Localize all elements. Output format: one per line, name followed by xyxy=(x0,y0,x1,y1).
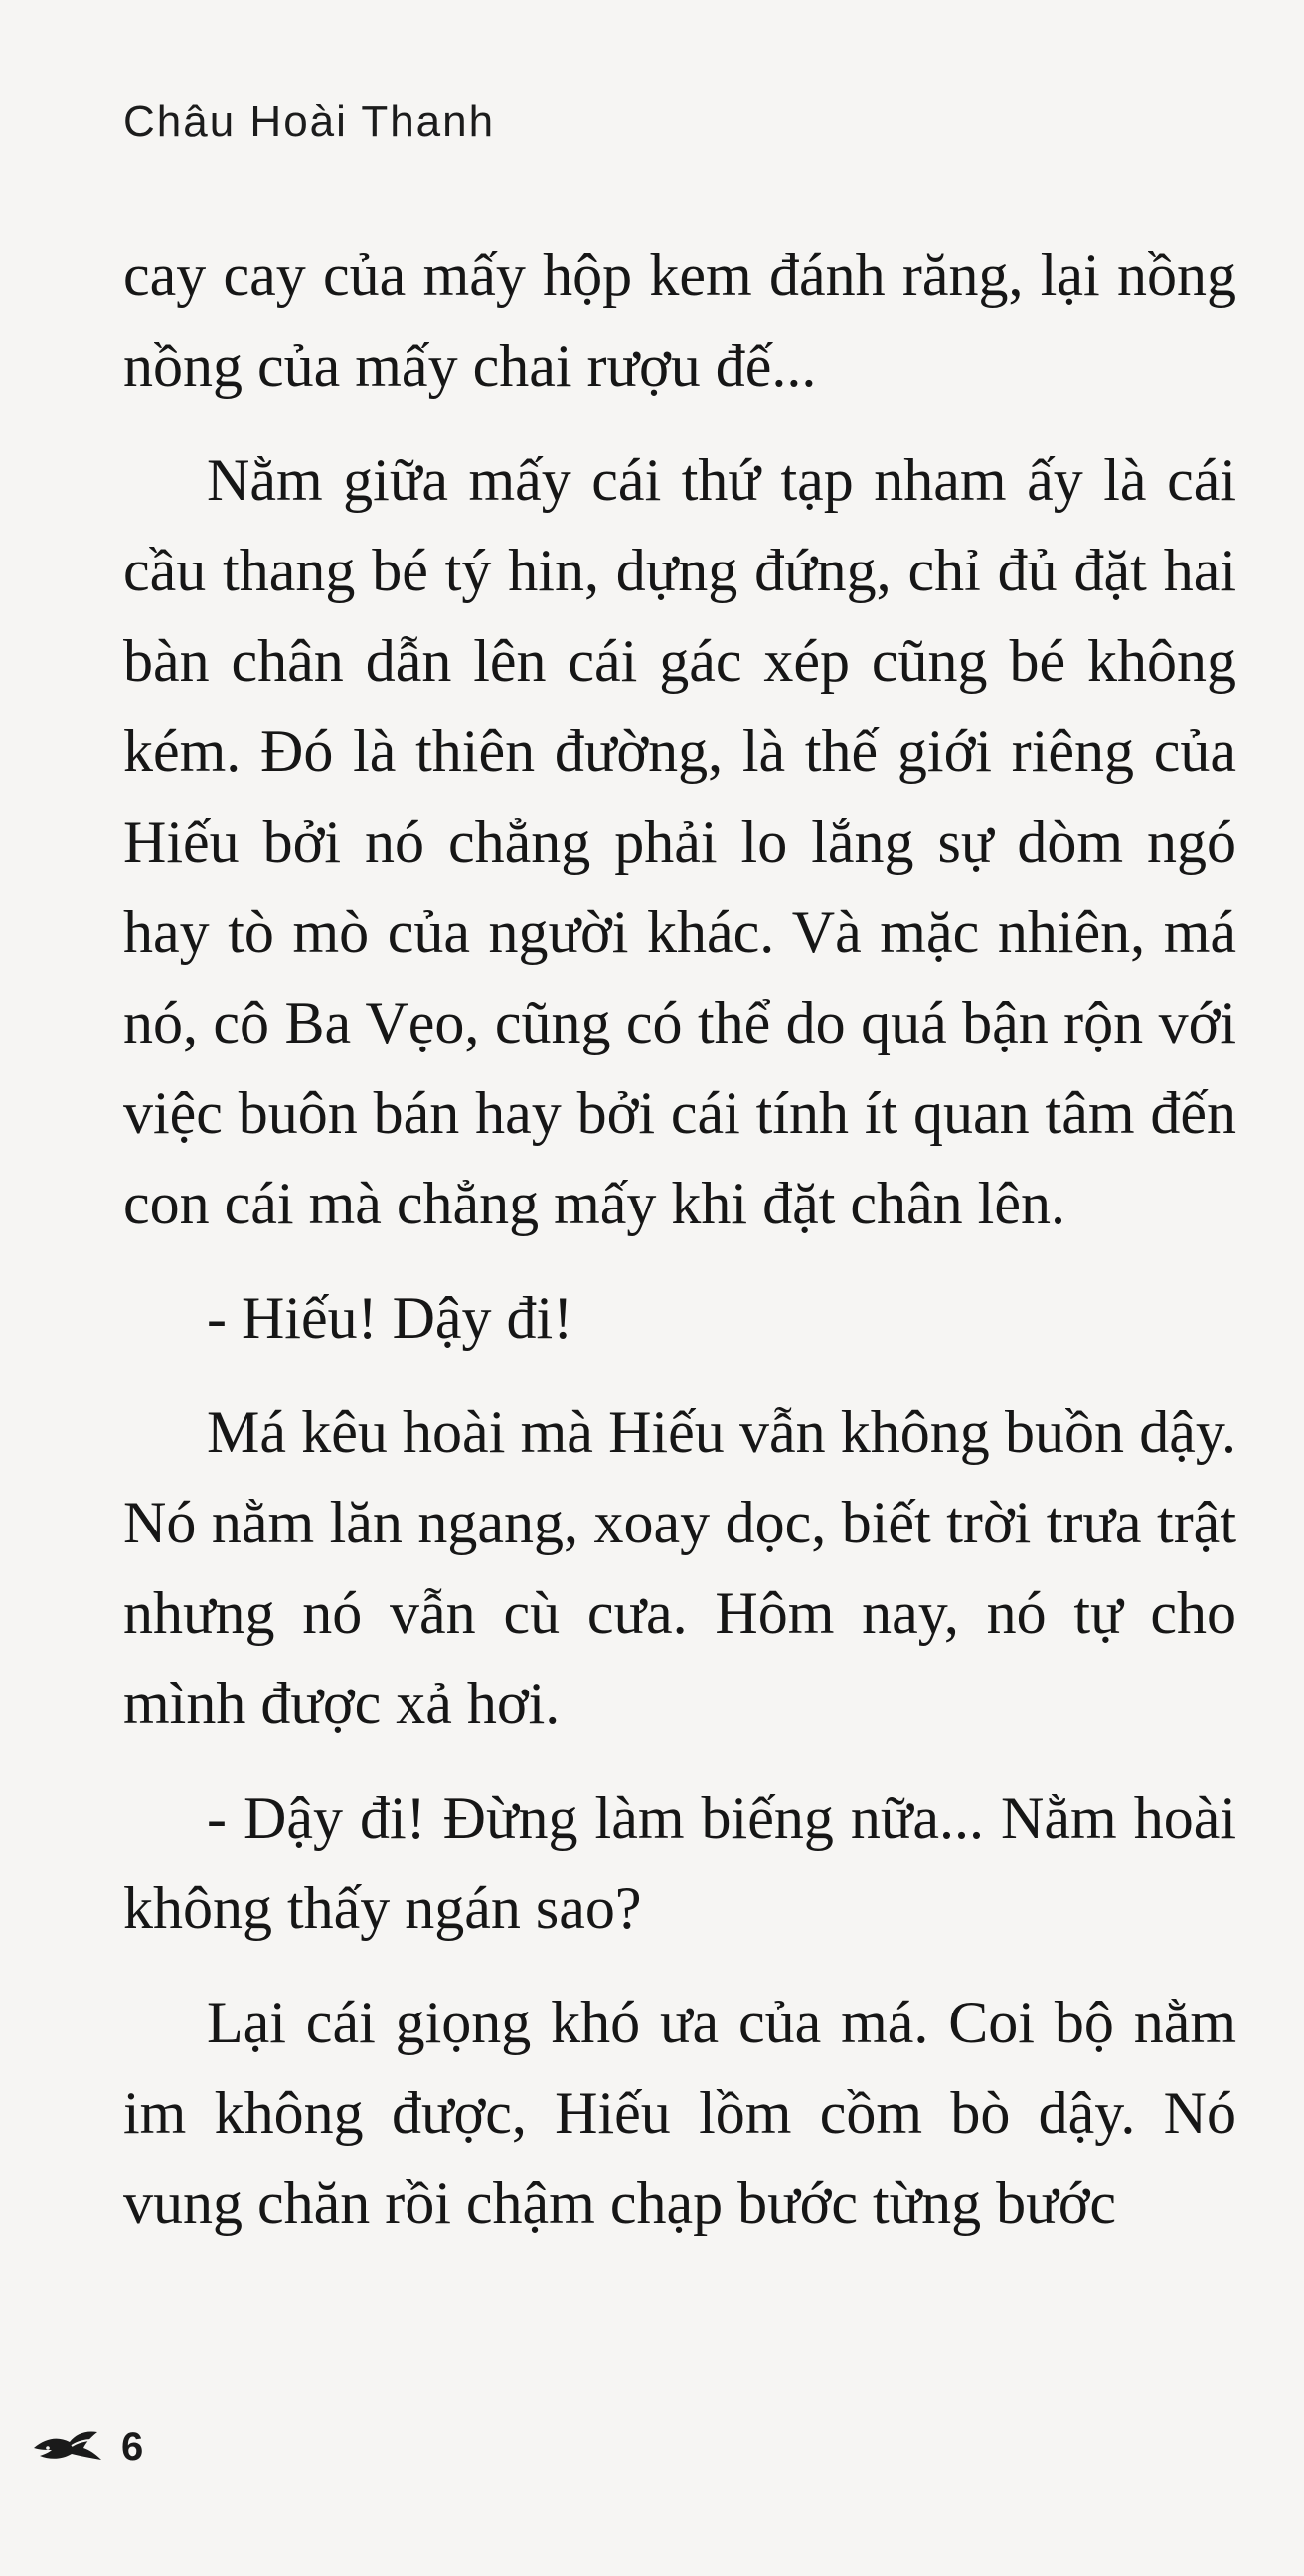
body-text xyxy=(123,231,1236,2273)
running-header-author: Châu Hoài Thanh xyxy=(123,97,496,146)
paragraph: Nằm giữa mấy cái thứ tạp nham ấy là cái cầu thang bé tý hin, dựng đứng, chỉ đủ đặt hai bàn chân dẫn lên cái gác xép cũng bé không kém. Đó là thiên đường, là thế giới riêng của Hiếu bởi nó chẳng phải lo lắng sự dòm ngó hay tò mò của người khác. Và mặc nhiên, má nó, cô Ba Vẹo, cũng có thể do quá bận rộn với việc buôn bán hay bởi cái tính ít quan tâm đến con cái mà chẳng mấy khi đặt chân lên. xyxy=(123,447,1236,1236)
dialogue-line: - Dậy đi! Đừng làm biếng nữa... Nằm hoài không thấy ngán sao? xyxy=(123,1785,1236,1941)
paragraph-continued: cay cay của mấy hộp kem đánh răng, lại nồng nồng của mấy chai rượu đế... xyxy=(123,242,1236,399)
page-number: 6 xyxy=(121,2425,144,2469)
page-folio xyxy=(32,2425,143,2470)
dialogue-line: - Hiếu! Dậy đi! xyxy=(207,1285,573,1351)
paragraph: Má kêu hoài mà Hiếu vẫn không buồn dậy. Nó nằm lăn ngang, xoay dọc, biết trời trưa trật nhưng nó vẫn cù cưa. Hôm nay, nó tự cho mình được xả hơi. xyxy=(123,1399,1236,1736)
paragraph: Lại cái giọng khó ưa của má. Coi bộ nằm im không được, Hiếu lồm cồm bò dậy. Nó vung chăn rồi chậm chạp bước từng bước xyxy=(123,1990,1236,2236)
bird-icon xyxy=(32,2426,103,2470)
